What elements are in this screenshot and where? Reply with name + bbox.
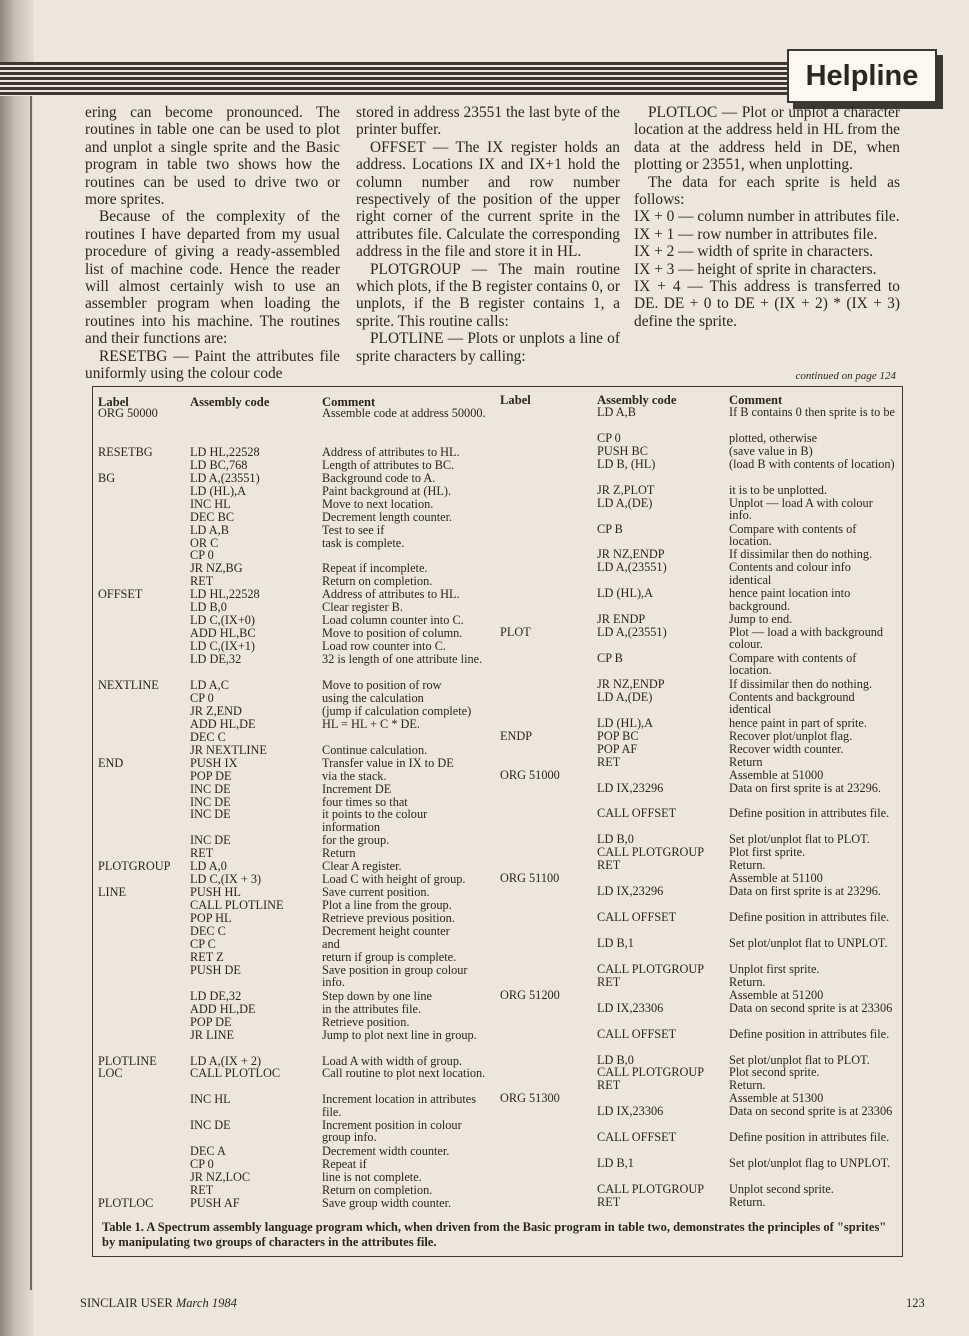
table-comment-cell: Assemble at 51100 — [729, 871, 823, 886]
table-code-cell: RET — [190, 846, 214, 861]
article-column-1 — [85, 104, 340, 383]
table-comment-cell: Plot — load a with background colour. — [729, 625, 884, 652]
table-label-cell: ORG 50000 — [98, 406, 158, 420]
table-comment-cell: return if group is complete. — [322, 949, 457, 964]
table-label-cell: BG — [98, 470, 116, 485]
table-code-cell: INC DE — [190, 807, 231, 822]
table-comment-cell: Move to position of row — [322, 677, 442, 692]
table-label-cell: LOC — [98, 1066, 123, 1081]
table-label-cell: PLOTGROUP — [98, 859, 171, 874]
table-label-cell: OFFSET — [98, 587, 143, 602]
section-title: Helpline — [805, 60, 919, 92]
table-comment-cell: Increment location in attributes file. — [322, 1092, 476, 1119]
table-comment-cell: Decrement width counter. — [322, 1144, 450, 1159]
table-code-cell: LD IX,23306 — [597, 1104, 664, 1119]
table-comment-cell: Decrement length counter. — [322, 509, 453, 524]
table-code-cell: CALL OFFSET — [597, 1026, 677, 1041]
table-comment-cell: it is to be unplotted. — [729, 482, 828, 497]
table-code-cell: CP C — [190, 936, 216, 951]
table-code-cell: JR Z,END — [190, 703, 242, 718]
paragraph: Because of the complexity of the routines I have departed from my usual procedure of giving a ready-assembled list of machine code. Hence the reader will almost certainly wish to use an assembler program when loading the routines into his machine. The routines and their functions are: — [85, 208, 340, 348]
spine-rule — [30, 70, 32, 1290]
table-code-cell: JR NEXTLINE — [190, 742, 267, 757]
paragraph: IX + 3 — height of sprite in characters. — [634, 260, 877, 278]
table-code-cell: CP 0 — [190, 548, 214, 563]
table-comment-cell: Return. — [729, 974, 766, 989]
table-comment-cell: Increment position in colour group info. — [322, 1118, 462, 1145]
paragraph: The data for each sprite is held as follows: — [634, 173, 900, 209]
table-code-cell: CP 0 — [597, 430, 621, 445]
table-code-cell: RET — [597, 1078, 621, 1093]
table-code-cell: INC HL — [190, 496, 231, 511]
table-label-cell: ORG 51300 — [500, 1091, 560, 1106]
table-comment-cell: Define position in attributes file. — [729, 806, 890, 821]
section-badge — [787, 49, 937, 103]
table-code-cell: DEC BC — [190, 509, 235, 524]
table-code-cell: LD B, (HL) — [597, 456, 656, 471]
table-code-cell: LD HL,22528 — [190, 444, 260, 459]
article-column-2 — [356, 104, 620, 365]
table-comment-cell: Return. — [729, 858, 766, 873]
table-code-cell: LD A,0 — [190, 859, 227, 874]
table-comment-cell: Repeat if incomplete. — [322, 561, 428, 576]
table-code-cell: PUSH DE — [190, 962, 241, 977]
table-comment-cell: Data on first sprite is at 23296. — [729, 884, 881, 899]
table-label-cell: ORG 51100 — [500, 871, 560, 886]
table-comment-cell: Unplot — load A with colour info. — [729, 495, 873, 522]
table-code-cell: RET — [597, 858, 621, 873]
table-comment-cell: Define position in attributes file. — [729, 910, 890, 925]
table-code-cell: LD (HL),A — [190, 483, 247, 498]
table-code-cell: JR NZ,LOC — [190, 1170, 251, 1185]
table-comment-cell: Recover width counter. — [729, 741, 844, 756]
table-comment-cell: Define position in attributes file. — [729, 1026, 890, 1041]
header-label-right: Label — [500, 393, 531, 407]
table-comment-cell: Retrieve position. — [322, 1014, 410, 1029]
paragraph: PLOTGROUP — The main routine which plots, if the B register contains 0, or unplots, if the B register contains 1, a sprite. This routine calls: — [356, 260, 620, 330]
table-code-cell: INC HL — [190, 1092, 231, 1107]
header-code: Assembly code — [190, 395, 270, 409]
table-label-cell: ENDP — [500, 728, 533, 743]
table-code-cell: LD HL,22528 — [190, 587, 260, 602]
table-code-cell: POP DE — [190, 1014, 232, 1029]
table-comment-cell: Data on second sprite is at 23306 — [729, 1104, 893, 1119]
table-comment-cell: Compare with contents of location. — [729, 651, 857, 678]
table-comment-cell: Load row counter into C. — [322, 639, 446, 654]
table-caption: Table 1. A Spectrum assembly language program which, when driven from the Basic program in table two, demonstrates the principles of "sprites" by manipulating two groups of characters in the attributes file. — [102, 1220, 887, 1249]
table-code-cell: LD B,0 — [597, 1052, 634, 1067]
table-code-cell: ADD HL,BC — [190, 626, 256, 641]
table-code-cell: DEC A — [190, 1144, 226, 1159]
footer-date: March 1984 — [175, 1296, 237, 1310]
table-comment-cell: Address of attributes to HL. — [322, 444, 460, 459]
continued-note: continued on page 124 — [795, 370, 896, 382]
table-comment-cell: Plot second sprite. — [729, 1065, 820, 1080]
table-comment-cell: (save value in B) — [729, 443, 813, 458]
table-comment-cell: 32 is length of one attribute line. — [322, 652, 483, 667]
table-label-cell: PLOTLOC — [98, 1195, 154, 1210]
table-comment-cell: Assemble at 51300 — [729, 1091, 824, 1106]
table-code-cell: RET — [597, 974, 621, 989]
table-comment-cell: Save position in group colour info. — [322, 962, 468, 990]
table-comment-cell: Assemble at 51200 — [729, 987, 824, 1002]
paragraph: IX + 0 — column number in attributes file. — [634, 208, 900, 226]
table-comment-cell: Plot a line from the group. — [322, 898, 452, 913]
table-code-cell: POP BC — [597, 728, 639, 743]
table-code-cell: POP DE — [190, 768, 232, 783]
table-code-cell: LD C,(IX + 3) — [190, 872, 262, 887]
header-rules — [0, 62, 790, 96]
table-comment-cell: hence paint location into background. — [729, 586, 851, 613]
table-comment-cell: and — [322, 936, 340, 951]
table-comment-cell: Plot first sprite. — [729, 845, 806, 860]
paragraph: IX + 1 — row number in attributes file. — [634, 225, 878, 243]
table-comment-cell: Load C with height of group. — [322, 872, 466, 887]
table-code-cell: LD B,1 — [597, 935, 634, 950]
table-code-cell: CALL PLOTLINE — [190, 898, 284, 913]
table-comment-cell: If B contains 0 then sprite is to be — [729, 405, 895, 419]
table-comment-cell: plotted, otherwise — [729, 430, 818, 445]
table-code-cell: CALL PLOTLOC — [190, 1066, 281, 1081]
table-code-cell: LD BC,768 — [190, 457, 248, 472]
table-comment-cell: Repeat if — [322, 1157, 367, 1172]
table-code-cell: JR NZ,ENDP — [597, 547, 665, 562]
table-code-cell: JR NZ,BG — [190, 561, 243, 576]
table-comment-cell: Return on completion. — [322, 1183, 433, 1197]
table-code-cell: LD C,(IX+1) — [190, 639, 255, 654]
table-code-cell: DEC C — [190, 729, 226, 744]
table-code-cell: LD (HL),A — [597, 586, 654, 601]
table-code-cell: ADD HL,DE — [190, 716, 256, 731]
table-code-cell: LD C,(IX+0) — [190, 613, 255, 628]
table-comment-cell: Unplot first sprite. — [729, 961, 820, 976]
table-comment-cell: hence paint in part of sprite. — [729, 715, 867, 730]
paragraph: OFFSET — The IX register holds an address. Locations IX and IX+1 hold the column number and row number respectively of the position of the upper right corner of the current sprite in the attributes file. Calculate the corresponding address in the file and store it in HL. — [356, 138, 620, 261]
table-comment-cell: Move to position of column. — [322, 626, 463, 641]
table-label-cell: RESETBG — [98, 444, 153, 459]
table-code-cell: RET — [597, 754, 621, 769]
table-comment-cell: via the stack. — [322, 768, 387, 783]
paragraph: ering can become pronounced. The routines in table one can be used to plot and unplot a single sprite and the Basic program in table two shows how the routines can be used to drive two or more sprites. — [85, 104, 340, 209]
table-code-cell: LD A,(IX + 2) — [190, 1053, 262, 1068]
table-comment-cell: Save current position. — [322, 885, 430, 900]
header-code-right: Assembly code — [597, 393, 677, 407]
table-comment-cell: Jump to end. — [729, 612, 793, 627]
table-code-cell: PUSH IX — [190, 755, 238, 770]
table-code-cell: ADD HL,DE — [190, 1001, 256, 1016]
table-comment-cell: If dissimilar then do nothing. — [729, 676, 873, 691]
table-code-cell: OR C — [190, 535, 219, 550]
table-code-cell: LD DE,32 — [190, 988, 242, 1003]
table-code-cell: CALL PLOTGROUP — [597, 1065, 705, 1080]
table-comment-cell: Return. — [729, 1078, 766, 1093]
table-label-cell: LINE — [98, 885, 126, 900]
paragraph: PLOTLOC — Plot or unplot a character location at the address held in HL from the data at the address held in DE, when plotting or 23551, when unplotting. — [634, 104, 900, 174]
table-code-cell: LD (HL),A — [597, 715, 654, 730]
table-code-cell: LD IX,23296 — [597, 884, 664, 899]
table-comment-cell: If dissimilar then do nothing. — [729, 547, 873, 562]
table-comment-cell: Data on first sprite is at 23296. — [729, 780, 881, 795]
table-code-cell: POP HL — [190, 911, 232, 926]
table-code-cell: LD A,(DE) — [597, 495, 653, 510]
table-code-cell: RET — [190, 574, 214, 589]
table-label-cell: PLOTLINE — [98, 1053, 157, 1068]
table-comment-cell: Step down by one line — [322, 988, 432, 1003]
page-number: 123 — [906, 1296, 925, 1310]
paragraph: RESETBG — Paint the attributes file uniformly using the colour code — [85, 347, 340, 383]
table-code-cell: CALL OFFSET — [597, 806, 677, 821]
table-code-cell: LD A,(23551) — [190, 470, 260, 485]
table-label-cell: ORG 51200 — [500, 987, 560, 1002]
table-comment-cell: Unplot second sprite. — [729, 1182, 834, 1196]
table-comment-cell: line is not complete. — [322, 1170, 422, 1185]
table-comment-cell: Load A with width of group. — [322, 1053, 463, 1068]
table-comment-cell: Retrieve previous position. — [322, 911, 455, 926]
table-label-cell: ORG 51000 — [500, 767, 560, 782]
table-comment-cell: Set plot/unplot flat to UNPLOT. — [729, 935, 888, 950]
table-comment-cell: Clear A register. — [322, 859, 402, 874]
table-comment-cell: Continue calculation. — [322, 742, 428, 757]
table-comment-cell: Call routine to plot next location. — [322, 1066, 486, 1081]
table-code-cell: LD A,(23551) — [597, 625, 667, 640]
table-comment-cell: Decrement height counter — [322, 924, 450, 938]
table-code-cell: LD A,C — [190, 677, 229, 692]
table-comment-cell: Set plot/unplot flat to PLOT. — [729, 832, 870, 847]
footer-magazine: SINCLAIR USER March 1984 — [80, 1296, 237, 1310]
table-code-cell: RET — [597, 1194, 621, 1209]
table-comment-cell: Assemble at 51000 — [729, 767, 824, 782]
table-code-cell: CALL OFFSET — [597, 1130, 677, 1145]
table-comment-cell: Return on completion. — [322, 574, 433, 589]
table-comment-cell: Compare with contents of location. — [729, 521, 857, 548]
table-code-cell: CALL OFFSET — [597, 910, 677, 925]
table-code-cell: LD A,(23551) — [597, 560, 667, 575]
table-comment-cell: Return — [322, 846, 356, 861]
table-comment-cell: Data on second sprite is at 23306 — [729, 1000, 893, 1015]
table-comment-cell: using the calculation — [322, 690, 424, 705]
header-comment-right: Comment — [729, 393, 783, 407]
table-comment-cell: (load B with contents of location) — [729, 456, 895, 471]
paragraph: PLOTLINE — Plots or unplots a line of sprite characters by calling: — [356, 330, 620, 365]
paragraph: IX + 2 — width of sprite in characters. — [634, 243, 874, 261]
table-comment-cell: Return — [729, 754, 763, 769]
table-code-cell: LD IX,23296 — [597, 780, 664, 795]
table-code-cell: PUSH AF — [190, 1195, 240, 1210]
table-code-cell: JR Z,PLOT — [597, 482, 655, 497]
table-comment-cell: it points to the colour information — [322, 807, 428, 834]
table-comment-cell: Load column counter into C. — [322, 613, 464, 628]
table-comment-cell: Set plot/unplot flag to UNPLOT. — [729, 1156, 891, 1171]
table-code-cell: POP AF — [597, 741, 638, 756]
table-code-cell: LD A,(DE) — [597, 689, 653, 704]
table-comment-cell: Contents and colour info identical — [729, 560, 851, 587]
table-comment-cell: Address of attributes to HL. — [322, 587, 460, 602]
table-code-cell: PUSH HL — [190, 885, 241, 900]
table-code-cell: LD A,B — [597, 405, 636, 419]
table-code-cell: JR NZ,ENDP — [597, 676, 665, 691]
table-comment-cell: Clear register B. — [322, 600, 403, 615]
table-comment-cell: Transfer value in IX to DE — [322, 755, 454, 770]
table-code-cell: CP 0 — [190, 1157, 214, 1172]
table-comment-cell: Background code to A. — [322, 470, 436, 485]
table-code-cell: LD B,0 — [597, 832, 634, 847]
table-comment-cell: Test to see if — [322, 522, 385, 537]
table-comment-cell: Length of attributes to BC. — [322, 457, 455, 472]
table-code-cell: CP 0 — [190, 690, 214, 705]
table-code-cell: RET — [190, 1183, 214, 1197]
table-comment-cell: Define position in attributes file. — [729, 1130, 890, 1145]
table-code-cell: LD IX,23306 — [597, 1000, 664, 1015]
paragraph: stored in address 23551 the last byte of the printer buffer. — [356, 104, 620, 139]
table-comment-cell: Jump to plot next line in group. — [322, 1027, 477, 1042]
table-comment-cell: for the group. — [322, 833, 390, 848]
table-code-cell: PUSH BC — [597, 443, 648, 458]
table-code-cell: JR ENDP — [597, 612, 646, 627]
table-code-cell: LD B,0 — [190, 600, 227, 615]
table-comment-cell: four times so that — [322, 794, 408, 809]
table-comment-cell: Move to next location. — [322, 496, 434, 511]
table-code-cell: CALL PLOTGROUP — [597, 845, 705, 860]
table-code-cell: LD DE,32 — [190, 652, 242, 667]
table-comment-cell: HL = HL + C * DE. — [322, 716, 421, 731]
table-code-cell: CP B — [597, 651, 623, 666]
table-comment-cell: Return. — [729, 1194, 766, 1209]
table-comment-cell: in the attributes file. — [322, 1001, 422, 1016]
table-comment-cell: Set plot/unplot flat to PLOT. — [729, 1052, 870, 1067]
table-comment-cell: task is complete. — [322, 535, 405, 550]
table-code-cell: INC DE — [190, 794, 231, 809]
table-comment-cell: (jump if calculation complete) — [322, 703, 472, 718]
table-code-cell: INC DE — [190, 781, 231, 796]
assembly-table — [92, 386, 903, 1257]
table-code-cell: DEC C — [190, 924, 226, 938]
header-comment: Comment — [322, 395, 376, 409]
table-comment-cell: Recover plot/unplot flag. — [729, 728, 853, 743]
table-code-cell: RET Z — [190, 949, 224, 964]
table-code-cell: LD B,1 — [597, 1156, 634, 1171]
header-label: Label — [98, 395, 129, 409]
table-code-cell: LD A,B — [190, 522, 229, 537]
table-code-cell: CALL PLOTGROUP — [597, 1182, 705, 1196]
article-column-3 — [634, 104, 900, 330]
page-spine-shadow — [0, 0, 34, 1336]
table-comment-cell: Contents and background identical — [729, 689, 855, 717]
table-code-cell: JR LINE — [190, 1027, 235, 1042]
table-label-cell: PLOT — [500, 625, 531, 640]
table-label-cell: NEXTLINE — [98, 677, 159, 692]
table-code-cell: CP B — [597, 521, 623, 536]
table-label-cell: END — [98, 755, 124, 770]
paragraph: IX + 4 — This address is transferred to DE. DE + 0 to DE + (IX + 2) * (IX + 3) define the sprite. — [634, 278, 900, 330]
table-comment-cell: Save group width counter. — [322, 1195, 452, 1210]
table-comment-cell: Assemble code at address 50000. — [322, 406, 486, 420]
table-code-cell: INC DE — [190, 833, 231, 848]
table-code-cell: CALL PLOTGROUP — [597, 961, 705, 976]
table-comment-cell: Paint background at (HL). — [322, 483, 452, 498]
table-code-cell: INC DE — [190, 1118, 231, 1133]
table-comment-cell: Increment DE — [322, 781, 392, 796]
